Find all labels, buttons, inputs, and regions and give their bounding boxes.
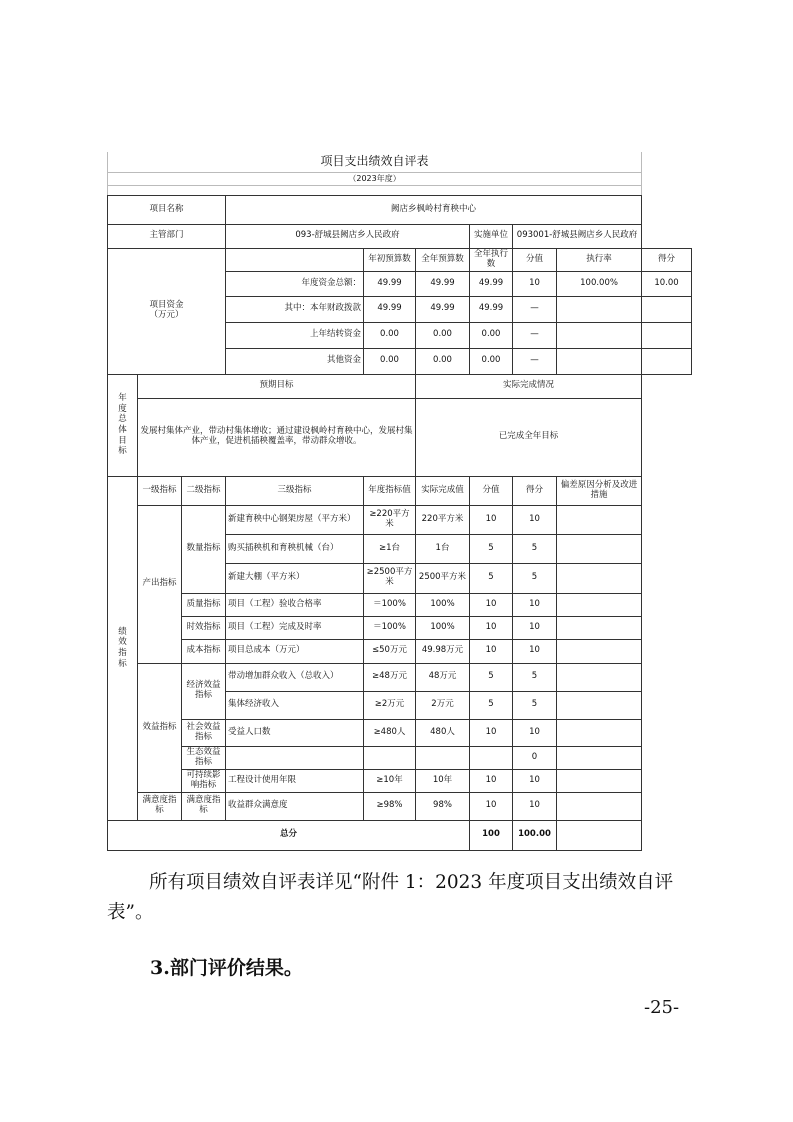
level1-benefit: 效益指标 (138, 663, 182, 792)
funds-header: 全年预算数 (416, 248, 470, 271)
funds-cell: 0.00 (364, 348, 416, 374)
indicator-score-value: 10 (470, 616, 513, 639)
funds-cell (642, 348, 692, 374)
indicator-score: 10 (513, 593, 557, 616)
indicator-deviation (557, 593, 642, 616)
indicator-score-value: 5 (470, 534, 513, 563)
funds-cell: 100.00% (557, 271, 642, 296)
indicator-actual (416, 746, 470, 769)
indicator-score: 10 (513, 505, 557, 534)
funds-cell: — (513, 348, 557, 374)
indicator-actual: 98% (416, 792, 470, 820)
funds-header: 分值 (513, 248, 557, 271)
indicator-actual: 48万元 (416, 663, 470, 691)
indicator-score-value (470, 746, 513, 769)
funds-cell: 49.99 (364, 296, 416, 322)
funds-cell: 0.00 (416, 348, 470, 374)
funds-cell: 49.99 (416, 296, 470, 322)
total-label: 总分 (108, 820, 470, 850)
table-year: （2023年度） (108, 172, 642, 185)
dept-label: 主管部门 (108, 224, 226, 248)
indicator-score: 5 (513, 563, 557, 593)
indicator-deviation (557, 719, 642, 746)
indicator-score: 10 (513, 792, 557, 820)
funds-row-label: 其中：本年财政拨款 (226, 296, 364, 322)
indicator-deviation (557, 792, 642, 820)
total-score-value: 100 (470, 820, 513, 850)
indicator-target: ＝100% (364, 593, 416, 616)
level1-output: 产出指标 (138, 505, 182, 663)
funds-row-label: 年度资金总额： (226, 271, 364, 296)
expected-goal-text: 发展村集体产业，带动村集体增收；通过建设枫岭村育秧中心，发展村集体产业，促进机插秧覆盖率，带动群众增收。 (138, 398, 416, 476)
indicator-target: ≥480人 (364, 719, 416, 746)
perf-header: 分值 (470, 476, 513, 505)
perf-header: 二级指标 (182, 476, 226, 505)
perf-header: 三级指标 (226, 476, 364, 505)
indicator-deviation (557, 616, 642, 639)
actual-completion-header: 实际完成情况 (416, 374, 642, 398)
funds-cell: 49.99 (470, 296, 513, 322)
indicator-target: ≥10年 (364, 769, 416, 792)
indicator-score-value: 5 (470, 663, 513, 691)
project-name-label: 项目名称 (108, 195, 226, 224)
level2-quality: 质量指标 (182, 593, 226, 616)
indicator-actual: 100% (416, 593, 470, 616)
impl-value: 093001-舒城县阙店乡人民政府 (513, 224, 642, 248)
indicator-name: 购买插秧机和育秧机械（台） (226, 534, 364, 563)
indicator-deviation (557, 563, 642, 593)
indicator-target: ≥220平方米 (364, 505, 416, 534)
indicator-name: 新建育秧中心钢架房屋（平方米） (226, 505, 364, 534)
indicator-target: ≤50万元 (364, 639, 416, 663)
indicator-name (226, 746, 364, 769)
funds-cell (642, 322, 692, 348)
level1-satisfaction: 满意度指标 (138, 792, 182, 820)
indicator-actual: 2万元 (416, 691, 470, 719)
indicator-name: 项目总成本（万元） (226, 639, 364, 663)
funds-cell: 49.99 (470, 271, 513, 296)
funds-cell: 49.99 (364, 271, 416, 296)
indicator-deviation (557, 769, 642, 792)
indicator-target (364, 746, 416, 769)
performance-self-evaluation-table (107, 152, 692, 851)
funds-cell: 0.00 (470, 348, 513, 374)
indicator-name: 带动增加群众收入（总收入） (226, 663, 364, 691)
funds-row-label: 上年结转资金 (226, 322, 364, 348)
indicator-deviation (557, 746, 642, 769)
funds-label: 项目资金 （万元） (108, 248, 226, 374)
indicator-score: 10 (513, 639, 557, 663)
indicator-score-value: 5 (470, 563, 513, 593)
funds-cell: — (513, 296, 557, 322)
indicator-deviation (557, 663, 642, 691)
indicator-name: 集体经济收入 (226, 691, 364, 719)
indicator-deviation (557, 505, 642, 534)
indicator-name: 受益人口数 (226, 719, 364, 746)
indicator-score-value: 10 (470, 769, 513, 792)
level2-cost: 成本指标 (182, 639, 226, 663)
indicator-actual: 10年 (416, 769, 470, 792)
indicator-score: 5 (513, 691, 557, 719)
funds-cell (557, 348, 642, 374)
actual-completion-text: 已完成全年目标 (416, 398, 642, 476)
funds-cell (557, 296, 642, 322)
indicator-target: ≥98% (364, 792, 416, 820)
perf-header: 偏差原因分析及改进措施 (557, 476, 642, 505)
indicator-target: ≥1台 (364, 534, 416, 563)
indicator-name: 收益群众满意度 (226, 792, 364, 820)
indicator-name: 新建大棚（平方米） (226, 563, 364, 593)
funds-cell: 0.00 (364, 322, 416, 348)
indicator-target: ＝100% (364, 616, 416, 639)
indicator-score-value: 10 (470, 593, 513, 616)
funds-row-label: 其他资金 (226, 348, 364, 374)
indicator-actual: 220平方米 (416, 505, 470, 534)
project-name: 阙店乡枫岭村育秧中心 (226, 195, 642, 224)
indicator-score: 10 (513, 616, 557, 639)
section-heading: 3.部门评价结果。 (150, 957, 303, 979)
impl-label: 实施单位 (470, 224, 513, 248)
funds-header-blank (226, 248, 364, 271)
perf-header: 实际完成值 (416, 476, 470, 505)
indicator-deviation (557, 534, 642, 563)
indicator-score-value: 10 (470, 792, 513, 820)
funds-header: 执行率 (557, 248, 642, 271)
indicator-score: 5 (513, 534, 557, 563)
indicator-actual: 480人 (416, 719, 470, 746)
funds-header: 全年执行数 (470, 248, 513, 271)
level2-ecological: 生态效益指标 (182, 746, 226, 769)
indicator-target: ≥48万元 (364, 663, 416, 691)
indicator-score: 0 (513, 746, 557, 769)
level2-sustainable: 可持续影响指标 (182, 769, 226, 792)
indicator-score: 10 (513, 719, 557, 746)
funds-header: 年初预算数 (364, 248, 416, 271)
indicator-actual: 49.98万元 (416, 639, 470, 663)
indicator-score: 5 (513, 663, 557, 691)
page-number: -25- (644, 997, 680, 1018)
funds-header: 得分 (642, 248, 692, 271)
indicator-deviation (557, 691, 642, 719)
funds-cell (557, 322, 642, 348)
indicator-name: 工程设计使用年限 (226, 769, 364, 792)
indicator-deviation (557, 639, 642, 663)
indicator-score-value: 10 (470, 505, 513, 534)
indicator-actual: 2500平方米 (416, 563, 470, 593)
perf-header: 一级指标 (138, 476, 182, 505)
level2-quantity: 数量指标 (182, 505, 226, 593)
indicator-name: 项目（工程）完成及时率 (226, 616, 364, 639)
total-blank (557, 820, 642, 850)
table-title: 项目支出绩效自评表 (108, 152, 642, 172)
indicator-name: 项目（工程）验收合格率 (226, 593, 364, 616)
dept-value: 093-舒城县阙店乡人民政府 (226, 224, 470, 248)
indicator-actual: 1台 (416, 534, 470, 563)
total-score: 100.00 (513, 820, 557, 850)
perf-label: 绩效指标 (108, 476, 138, 820)
level2-timeliness: 时效指标 (182, 616, 226, 639)
funds-cell: 0.00 (470, 322, 513, 348)
indicator-target: ≥2万元 (364, 691, 416, 719)
goal-label: 年度总体目标 (108, 374, 138, 476)
indicator-actual: 100% (416, 616, 470, 639)
funds-cell: 10 (513, 271, 557, 296)
expected-goal-header: 预期目标 (138, 374, 416, 398)
funds-cell: 49.99 (416, 271, 470, 296)
perf-header: 得分 (513, 476, 557, 505)
spacer-row (108, 185, 642, 195)
indicator-score: 10 (513, 769, 557, 792)
funds-cell: 0.00 (416, 322, 470, 348)
indicator-score-value: 10 (470, 639, 513, 663)
level2-economic: 经济效益指标 (182, 663, 226, 719)
perf-header: 年度指标值 (364, 476, 416, 505)
funds-cell (642, 296, 692, 322)
indicator-score-value: 5 (470, 691, 513, 719)
indicator-score-value: 10 (470, 719, 513, 746)
level2-satisfaction: 满意度指标 (182, 792, 226, 820)
funds-cell: 10.00 (642, 271, 692, 296)
funds-cell: — (513, 322, 557, 348)
indicator-target: ≥2500平方米 (364, 563, 416, 593)
body-paragraph: 所有项目绩效自评表详见“附件 1：2023 年度项目支出绩效自评表”。 (107, 872, 674, 923)
level2-social: 社会效益指标 (182, 719, 226, 746)
